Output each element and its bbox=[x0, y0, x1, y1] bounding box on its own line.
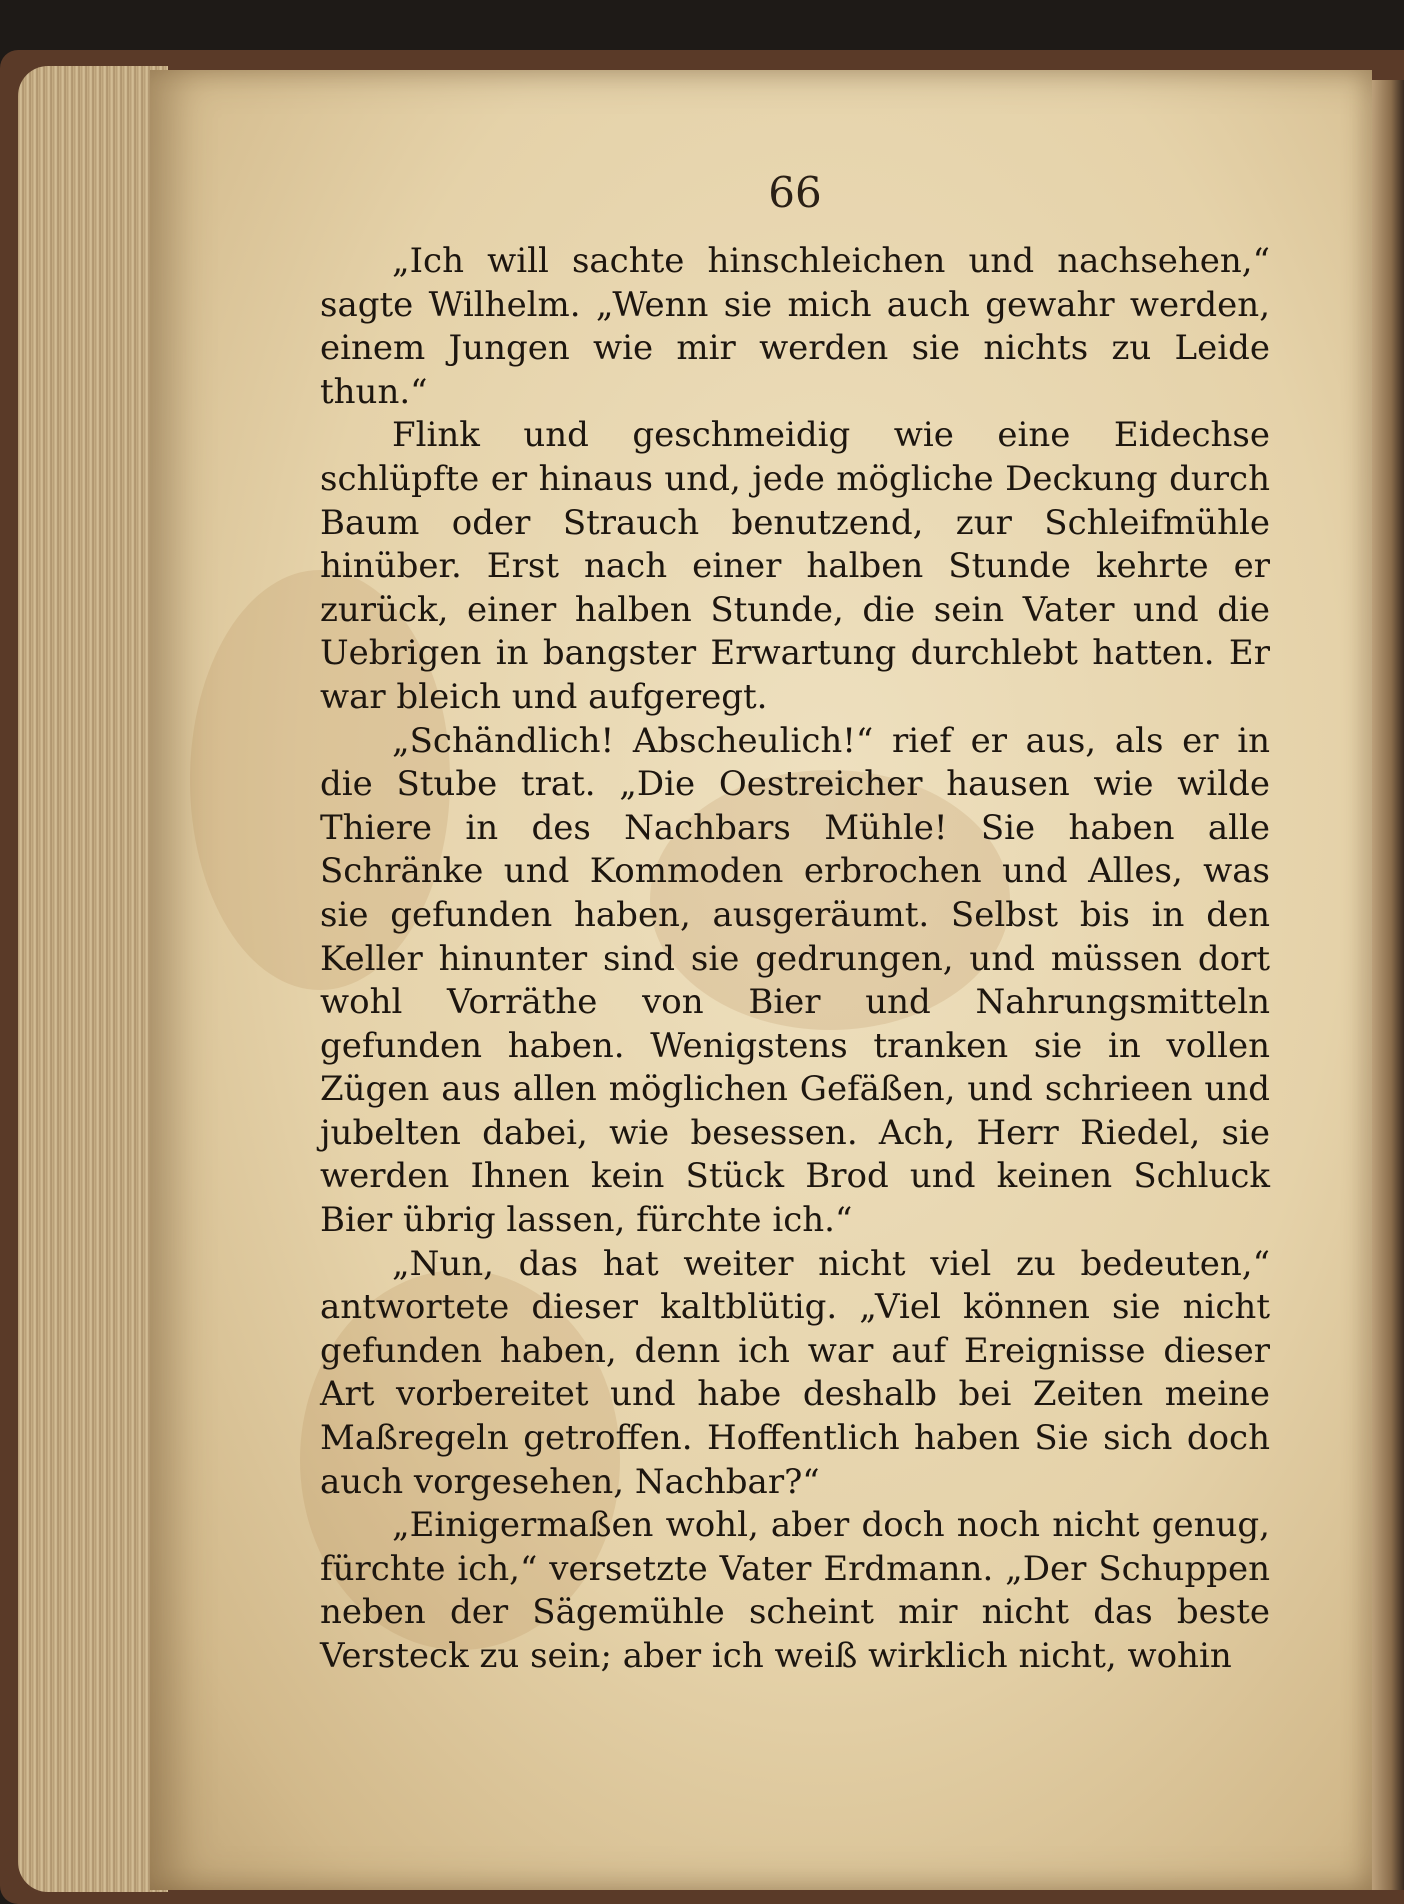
paragraph: „Schändlich! Abscheulich!“ rief er aus, als er in die Stube trat. „Die Oestreicher hausen wie wilde Thiere in des Nachbars Mühle! Sie haben alle Schränke und Kommoden erbrochen und Alles, was sie gefunden haben, ausgeräumt. Selbst bis in den Keller hinunter sind sie gedrungen, und müssen dort wohl Vorräthe von Bier und Nahrungsmitteln gefunden haben. Wenigstens tranken sie in vollen Zügen aus allen möglichen Gefäßen, und schrieen und jubelten dabei, wie besessen. Ach, Herr Riedel, sie werden Ihnen kein Stück Brod und keinen Schluck Bier übrig lassen, fürchte ich.“ bbox=[320, 720, 1270, 1241]
paragraph: „Nun, das hat weiter nicht viel zu bedeuten,“ antwortete dieser kaltblütig. „Viel können sie nicht gefunden haben, denn ich war auf Ereignisse dieser Art vorbereitet und habe deshalb bei Zeiten meine Maßregeln getroffen. Hoffentlich haben Sie sich doch auch vorgesehen, Nachbar?“ bbox=[320, 1243, 1270, 1502]
paragraph: „Einigermaßen wohl, aber doch noch nicht genug, fürchte ich,“ versetzte Vater Erdmann. „Der Schuppen neben der Sägemühle scheint mir nicht das beste Versteck zu sein; aber ich weiß wirklich nicht, wohin bbox=[320, 1505, 1270, 1676]
next-page-edge bbox=[1372, 80, 1404, 1890]
page-text bbox=[320, 240, 1270, 1679]
page-number: 66 bbox=[768, 168, 822, 217]
paragraph: „Ich will sachte hinschleichen und nachsehen,“ sagte Wilhelm. „Wenn sie mich auch gewahr werden, einem Jungen wie mir werden sie nichts zu Leide thun.“ bbox=[320, 241, 1270, 412]
paragraph: Flink und geschmeidig wie eine Eidechse schlüpfte er hinaus und, jede mögliche Deckung durch Baum oder Strauch benutzend, zur Schleifmühle hinüber. Erst nach einer halben Stunde kehrte er zurück, einer halben Stunde, die sein Vater und die Uebrigen in bangster Erwartung durchlebt hatten. Er war bleich und aufgeregt. bbox=[320, 415, 1270, 717]
page-edges bbox=[18, 66, 168, 1892]
